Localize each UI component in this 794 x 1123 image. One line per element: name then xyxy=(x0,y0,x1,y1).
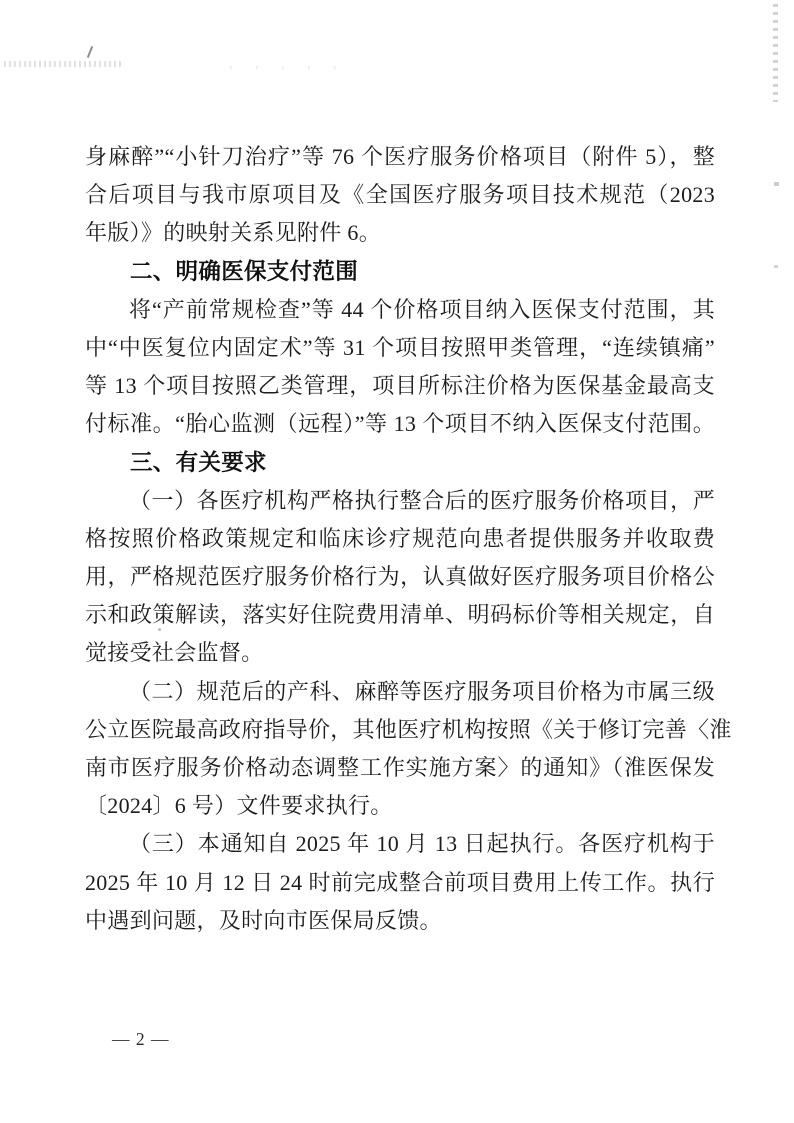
scan-artifact-smudge xyxy=(230,66,350,69)
text-line: 中遇到问题，及时向市医保局反馈。 xyxy=(85,907,442,933)
scan-artifact-dot xyxy=(774,265,778,268)
page-number: — 2 — xyxy=(112,1029,170,1049)
text-line: （二）规范后的产科、麻醉等医疗服务项目价格为市属三级 xyxy=(129,678,715,704)
scan-artifact-smudge xyxy=(4,61,122,67)
text-line: 合后项目与我市原项目及《全国医疗服务项目技术规范（2023 xyxy=(85,182,715,208)
scan-artifact-edge-marks xyxy=(773,4,778,102)
text-line: 身麻醉”“小针刀治疗”等 76 个医疗服务价格项目（附件 5），整 xyxy=(85,144,715,169)
text-line: （一）各医疗机构严格执行整合后的医疗服务价格项目，严 xyxy=(129,487,715,513)
text-line: 付标准。“胎心监测（远程）”等 13 个项目不纳入医保支付范围。 xyxy=(85,411,715,437)
text-line: 中“中医复位内固定术”等 31 个项目按照甲类管理，“连续镇痛” xyxy=(85,334,715,360)
text-line: 南市医疗服务价格动态调整工作实施方案〉的通知》（淮医保发 xyxy=(85,755,715,780)
text-line: 用，严格规范医疗服务价格行为，认真做好医疗服务项目价格公 xyxy=(85,564,715,590)
text-line: 2025 年 10 月 12 日 24 时前完成整合前项目费用上传工作。执行 xyxy=(85,869,715,895)
text-line: 等 13 个项目按照乙类管理，项目所标注价格为医保基金最高支 xyxy=(85,373,715,399)
scan-artifact-slash xyxy=(87,46,93,58)
text-line: 公立医院最高政府指导价，其他医疗机构按照《关于修订完善〈淮 xyxy=(85,716,732,742)
text-line: 示和政策解读，落实好住院费用清单、明码标价等相关规定，自 xyxy=(85,602,715,628)
text-line: 格按照价格政策规定和临床诊疗规范向患者提供服务并收取费 xyxy=(85,525,715,551)
scan-artifact-dot xyxy=(774,182,779,186)
text-line: （三）本通知自 2025 年 10 月 13 日起执行。各医疗机构于 xyxy=(129,831,715,857)
document-body xyxy=(85,138,732,940)
section-heading-2: 二、明确医保支付范围 xyxy=(130,258,359,284)
text-line: 年版）》的映射关系见附件 6。 xyxy=(85,220,382,246)
text-line: 觉接受社会监督。 xyxy=(85,640,264,666)
text-line: 将“产前常规检查”等 44 个价格项目纳入医保支付范围，其 xyxy=(129,296,715,322)
section-heading-3: 三、有关要求 xyxy=(130,449,267,475)
text-line: 〔2024〕6 号）文件要求执行。 xyxy=(85,793,393,819)
